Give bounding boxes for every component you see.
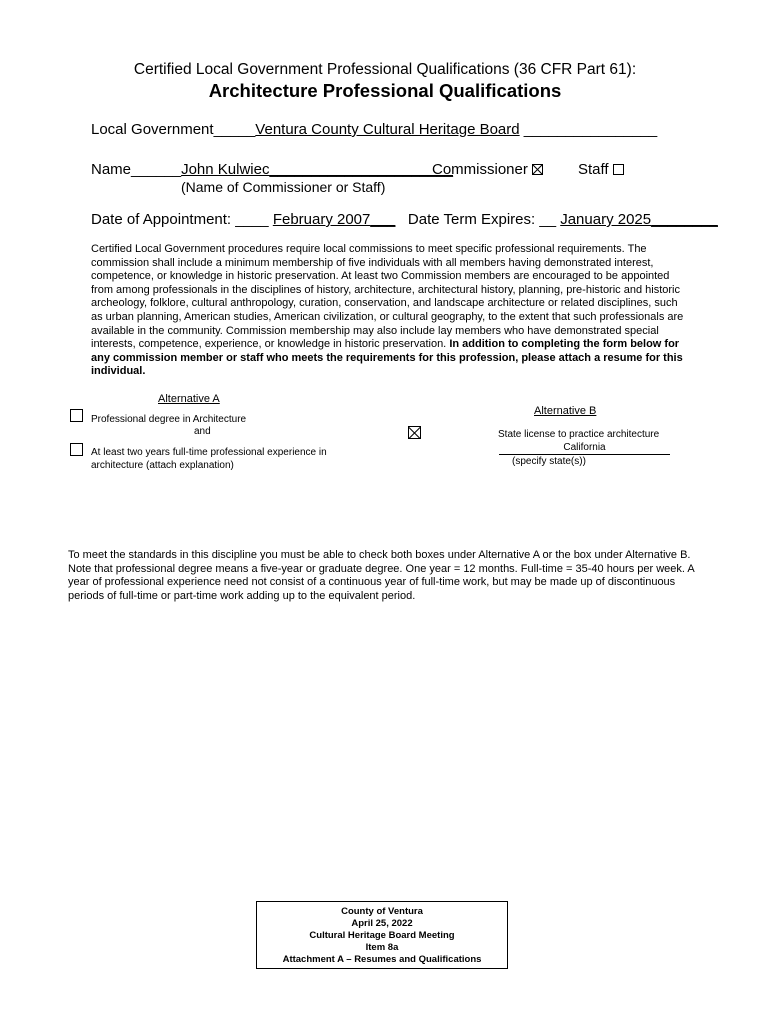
alternative-a-degree-label: Professional degree in Architecture (91, 414, 247, 425)
alternative-a-degree-checkbox[interactable] (70, 408, 83, 426)
staff-label: Staff (578, 161, 609, 178)
name-lead-line: ______ (131, 161, 182, 178)
alternative-b-heading: Alternative B (534, 405, 597, 417)
local-government-label: Local Government (91, 121, 214, 138)
local-government-value[interactable]: Ventura County Cultural Heritage Board (255, 121, 520, 138)
alternative-b-checkbox[interactable] (408, 425, 421, 443)
date-of-appointment-value[interactable]: February 2007 (272, 211, 371, 228)
commissioner-checkbox[interactable] (532, 164, 543, 175)
local-government-lead-line: _____ (213, 121, 256, 138)
name-value[interactable]: John Kulwiec (181, 161, 270, 178)
date-of-appointment-lead-line: ____ (231, 211, 273, 228)
date-of-appointment-trail-line: ___ (370, 211, 396, 228)
staff-option[interactable] (578, 161, 624, 178)
form-subtitle: Certified Local Government Professional Qualifications (36 CFR Part 61): (133, 61, 637, 78)
commissioner-label: Commissioner (432, 161, 528, 178)
stamp-line-2: April 25, 2022 (351, 918, 413, 929)
alternative-b-license-label: State license to practice architecture (498, 429, 660, 440)
stamp-line-5: Attachment A – Resumes and Qualifications (282, 954, 482, 965)
alternative-a-experience-checkbox[interactable] (70, 442, 83, 460)
name-label: Name (91, 161, 132, 178)
requirements-text: Certified Local Government procedures require local commissions to meet specific professional requirements. The commission shall include a minimum membership of five individuals with all members having demonstrated interest, competence, or knowledge in historic preservation. At least two Commission members are encouraged to be appointed from among professionals in the disciplines of history, architecture, architectural history, planning, pre-historic and historic archeology, folklore, cultural anthropology, curation, conservation, and landscape architecture or related disciplines, such as urban planning, American studies, American civilization, or cultural geography, to the extent that such professionals are available in the community. Commission membership may also include lay members who have demonstrated special interests, competence, experience, or knowledge in historic preservation. (91, 243, 684, 351)
form-title: Architecture Professional Qualifications (208, 80, 562, 101)
alternative-b-state-field[interactable]: California (499, 441, 670, 455)
name-row (91, 161, 453, 178)
staff-checkbox[interactable] (613, 164, 624, 175)
alternative-a-experience-label: At least two years full-time professional experience in architecture (attach explanation) (91, 447, 327, 471)
alternative-a-heading: Alternative A (158, 393, 220, 405)
stamp-line-3: Cultural Heritage Board Meeting (309, 930, 455, 941)
commissioner-option[interactable] (432, 161, 543, 178)
date-of-appointment-label: Date of Appointment: (91, 211, 232, 228)
stamp-line-1: County of Ventura (341, 906, 423, 917)
stamp-line-4: Item 8a (365, 942, 399, 953)
standards-note: To meet the standards in this discipline you must be able to check both boxes under Alternative A or the box under Alternative B. Note that professional degree means a five-year or graduate degree. One year = 12 months. Full-time = 35-40 hours per week. A year of professional experience need not consist of a continuous year of full-time work, but may be made up of discontinuous periods of full-time or part-time work adding up to the equivalent period. (68, 549, 695, 602)
appointment-row (91, 211, 718, 228)
date-term-expires-value[interactable]: January 2025 (560, 211, 652, 228)
alternative-a-and-label: and (194, 426, 211, 437)
requirements-bold-text: In addition to completing the form below for any commission member or staff who meets the requirements for this profession, please attach a resume for this individual. (91, 338, 683, 378)
name-hint: (Name of Commissioner or Staff) (181, 179, 386, 195)
requirements-paragraph (91, 243, 691, 379)
local-government-row (91, 121, 657, 138)
date-term-expires-trail-line: ________ (651, 211, 718, 228)
date-term-expires-lead-line: __ (535, 211, 561, 228)
alternative-b-state-hint: (specify state(s)) (512, 456, 586, 467)
name-trail-line: ______________________ (269, 161, 453, 178)
date-term-expires-label: Date Term Expires: (407, 211, 536, 228)
local-government-trail-line: ________________ (519, 121, 658, 138)
attachment-stamp (256, 901, 508, 969)
